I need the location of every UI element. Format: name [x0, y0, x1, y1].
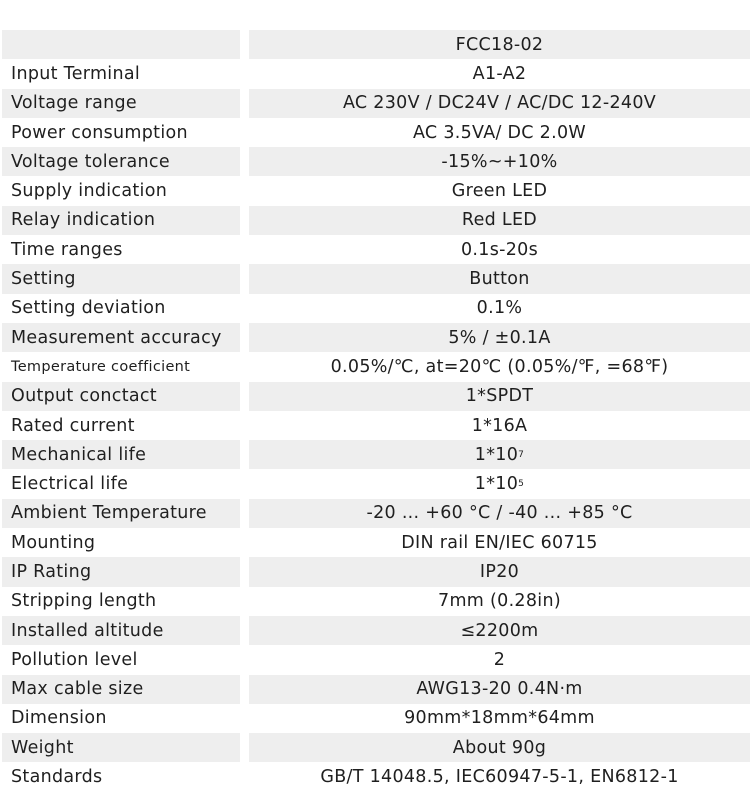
spec-label: Ambient Temperature [2, 499, 240, 528]
table-row [0, 469, 750, 498]
table-row [0, 616, 750, 645]
spec-value: 1*SPDT [249, 382, 750, 411]
spec-label: Supply indication [11, 181, 168, 202]
spec-label: Time ranges [11, 239, 123, 260]
spec-value: IP20 [249, 557, 750, 586]
spec-value: -20 ... +60 °C / -40 ... +85 °C [249, 499, 750, 528]
spec-value: 1*10 7 [249, 440, 750, 469]
spec-label: Voltage range [2, 89, 240, 118]
spec-value: ≤2200m [249, 616, 750, 645]
spec-value: 2 [493, 649, 506, 670]
table-row [0, 440, 750, 469]
spec-label: Output conctact [2, 382, 240, 411]
table-row [0, 294, 750, 323]
table-row [0, 118, 750, 147]
spec-label: Mechanical life [2, 440, 240, 469]
spec-label: Measurement accuracy [2, 323, 240, 352]
spec-value: GB/T 14048.5, IEC60947-5-1, EN6812-1 [320, 767, 679, 788]
table-row [0, 704, 750, 733]
spec-value: A1-A2 [472, 63, 527, 84]
spec-value: AWG13-20 0.4N·m [249, 675, 750, 704]
spec-value: AC 3.5VA/ DC 2.0W [412, 122, 587, 143]
table-row [0, 59, 750, 88]
spec-label: Dimension [11, 708, 107, 729]
spec-label: Relay indication [2, 206, 240, 235]
spec-value: -15%~+10% [249, 147, 750, 176]
value-base: 1*10 [474, 474, 519, 495]
table-row [0, 206, 750, 235]
spec-value: 5% / ±0.1A [249, 323, 750, 352]
spec-value: 7mm (0.28in) [438, 591, 561, 612]
spec-value: About 90g [249, 733, 750, 762]
table-row [0, 147, 750, 176]
table-row [0, 411, 750, 440]
table-row [0, 352, 750, 381]
spec-label: Setting deviation [11, 298, 166, 319]
spec-value: AC 230V / DC24V / AC/DC 12-240V [249, 89, 750, 118]
spec-value: 1*10 5 [474, 474, 525, 495]
table-row [0, 89, 750, 118]
spec-label: Installed altitude [2, 616, 240, 645]
spec-label: Input Terminal [11, 63, 141, 84]
table-row [0, 235, 750, 264]
spec-label: Standards [11, 767, 103, 788]
value-base: 1*10 [474, 444, 519, 465]
spec-label: Power consumption [11, 122, 188, 143]
table-row [0, 528, 750, 557]
header-label-cell [2, 30, 240, 59]
spec-label: Pollution level [11, 649, 138, 670]
table-header-row [0, 30, 750, 59]
table-row [0, 587, 750, 616]
spec-table [0, 30, 750, 792]
table-row [0, 264, 750, 293]
spec-label: Stripping length [11, 591, 157, 612]
spec-label: Temperature coefficient [11, 358, 191, 375]
table-row [0, 645, 750, 674]
spec-value: 0.1s-20s [460, 239, 539, 260]
table-row [0, 382, 750, 411]
spec-value: Red LED [249, 206, 750, 235]
spec-label: IP Rating [2, 557, 240, 586]
table-row [0, 176, 750, 205]
spec-value: DIN rail EN/IEC 60715 [401, 532, 598, 553]
spec-label: Setting [2, 264, 240, 293]
table-row [0, 499, 750, 528]
table-row [0, 733, 750, 762]
spec-value: Green LED [451, 181, 548, 202]
spec-label: Voltage tolerance [2, 147, 240, 176]
table-row [0, 675, 750, 704]
spec-value: 0.1% [476, 298, 523, 319]
table-row [0, 762, 750, 791]
table-row [0, 323, 750, 352]
table-row [0, 557, 750, 586]
spec-label: Weight [2, 733, 240, 762]
spec-value: 90mm*18mm*64mm [404, 708, 595, 729]
model-number: FCC18-02 [249, 30, 750, 59]
spec-label: Electrical life [11, 474, 129, 495]
spec-label: Max cable size [2, 675, 240, 704]
spec-label: Rated current [11, 415, 135, 436]
spec-label: Mounting [11, 532, 96, 553]
spec-value: Button [249, 264, 750, 293]
spec-value: 0.05%/℃, at=20℃ (0.05%/℉, =68℉) [330, 356, 669, 377]
spec-value: 1*16A [471, 415, 528, 436]
